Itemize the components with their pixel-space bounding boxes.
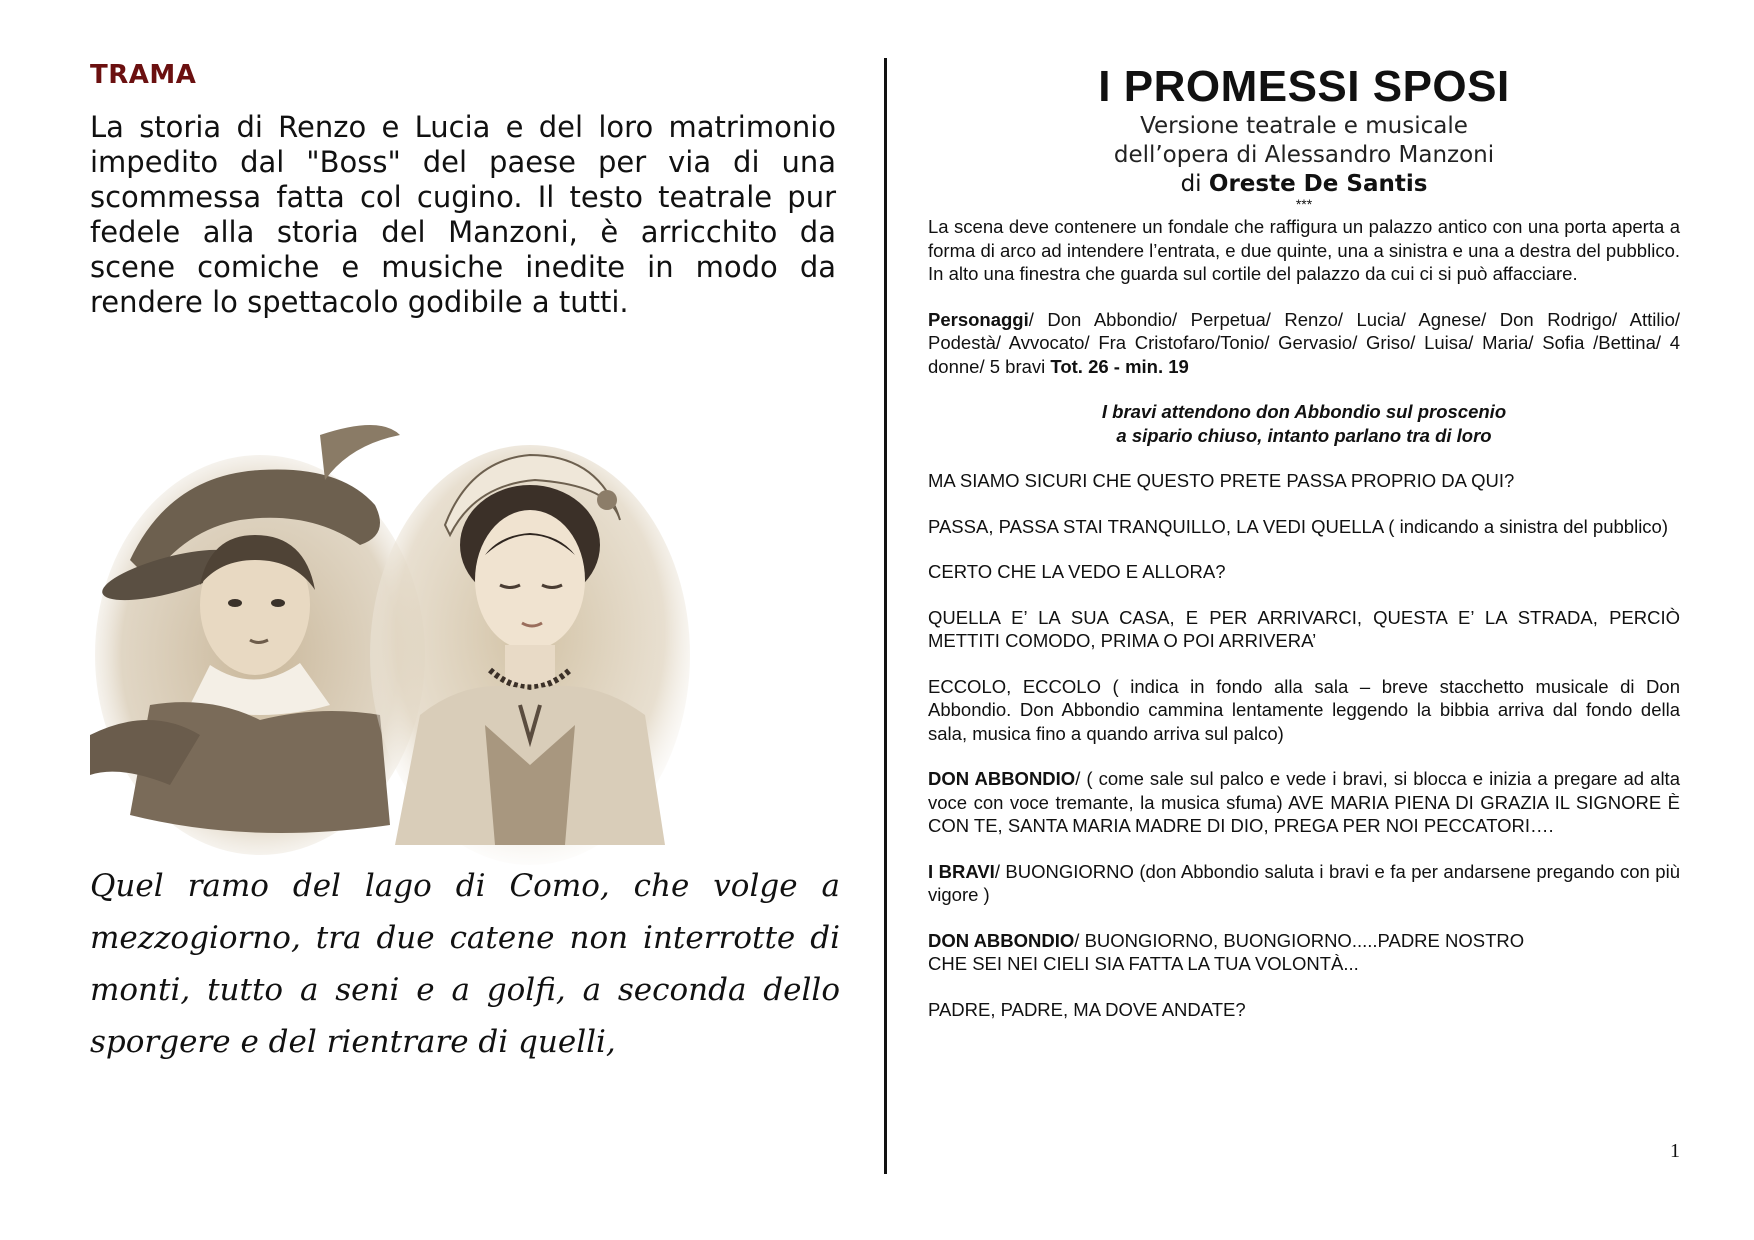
trama-heading: TRAMA	[90, 60, 197, 90]
dialogue-line-3: CERTO CHE LA VEDO E ALLORA?	[928, 561, 1226, 582]
dialogue-text: / BUONGIORNO, BUONGIORNO.....PADRE NOSTRO	[1074, 929, 1525, 951]
novel-quote: Quel ramo del lago di Como, che volge a mezzogiorno, tra due catene non interrotte di monti, tutto a seni e a golfi, a seconda dello sporgere e del rientrare di quelli,	[90, 868, 840, 1060]
dialogue-line-2: PASSA, PASSA STAI TRANQUILLO, LA VEDI QUELLA ( indicando a sinistra del pubblico)	[928, 515, 1668, 537]
plot-summary: La storia di Renzo e Lucia e del loro matrimonio impedito dal "Boss" del paese per via di una scommessa fatta col cugino. Il testo teatrale pur fedele alla storia del Manzoni, è arricchito da scene comiche e musiche inedite in modo da rendere lo spettacolo godibile a tutti.	[90, 110, 836, 319]
play-title: I PROMESSI SPOSI	[1098, 62, 1510, 111]
characters-label: Personaggi	[928, 308, 1029, 330]
dialogue-text: CHE SEI NEI CIELI SIA FATTA LA TUA VOLONTÀ...	[928, 953, 1359, 974]
subtitle-line-2: dell’opera di Alessandro Manzoni	[1113, 142, 1495, 168]
stage-direction-line-1: I bravi attendono don Abbondio sul proscenio	[1101, 401, 1507, 422]
page-number: 1	[1670, 1140, 1680, 1162]
page-divider	[884, 58, 887, 1174]
characters-list: / Don Abbondio/ Perpetua/ Renzo/ Lucia/ Agnese/ Don Rodrigo/ Attilio/ Podestà/ Avvocato/ Fra Cristofaro/Tonio/ Gervasio/ Griso/ Luisa/ Maria/ Sofia /Bettina/ 4 donne/ 5 bravi	[928, 308, 1680, 377]
separator-stars: ***	[1295, 196, 1313, 212]
characters-total: Tot. 26 - min. 19	[1050, 355, 1189, 377]
speaker-i-bravi: I BRAVI	[928, 860, 995, 882]
dialogue-line-8	[928, 929, 1680, 976]
speaker-don-abbondio: DON ABBONDIO	[928, 929, 1075, 951]
stage-direction	[928, 400, 1680, 447]
author-line	[928, 170, 1680, 199]
dialogue-line-7	[928, 860, 1680, 907]
dialogue-line-9: PADRE, PADRE, MA DOVE ANDATE?	[928, 998, 1246, 1020]
dialogue-line-6	[928, 767, 1680, 838]
dialogue-text: / BUONGIORNO (don Abbondio saluta i bravi e fa per andarsene pregando con più vigore )	[928, 860, 1680, 905]
characters-paragraph	[928, 308, 1680, 379]
author-prefix: di	[1180, 171, 1202, 197]
scene-description: La scena deve contenere un fondale che raffigura un palazzo antico con una porta aperta a forma di arco ad intendere l’entrata, e due quinte, una a sinistra e una a destra del pubblico. In alto una finestra che guarda sul cortile del palazzo da cui ci si può affacciare.	[928, 216, 1680, 284]
right-page	[928, 62, 1680, 1182]
lucia-portrait	[370, 445, 690, 865]
speaker-don-abbondio: DON ABBONDIO	[928, 768, 1076, 789]
subtitle-line-1: Versione teatrale e musicale	[1140, 113, 1468, 139]
dialogue-text: / ( come sale sul palco e vede i bravi, si blocca e inizia a pregare ad alta voce con voce tremante, la musica sfuma) AVE MARIA PIENA DI GRAZIA IL SIGNORE È CON TE, SANTA MARIA MADRE DI DIO, PREGA PER NOI PECCATORI….	[928, 768, 1680, 836]
dialogue-line-4: QUELLA E’ LA SUA CASA, E PER ARRIVARCI, QUESTA E’ LA STRADA, PERCIÒ METTITI COMODO, PRIMA O POI ARRIVERA’	[928, 606, 1680, 651]
dialogue-line-1: MA SIAMO SICURI CHE QUESTO PRETE PASSA PROPRIO DA QUI?	[928, 470, 1515, 491]
author-name: Oreste De Santis	[1208, 171, 1428, 197]
left-page	[90, 60, 840, 1180]
renzo-lucia-illustration	[90, 405, 690, 865]
dialogue-line-5: ECCOLO, ECCOLO ( indica in fondo alla sala – breve stacchetto musicale di Don Abbondio. Don Abbondio cammina lentamente leggendo la bibbia arriva dal fondo della sala, musica fino a quando arriva sul palco)	[928, 675, 1680, 744]
stage-direction-line-2: a sipario chiuso, intanto parlano tra di loro	[1116, 424, 1492, 446]
